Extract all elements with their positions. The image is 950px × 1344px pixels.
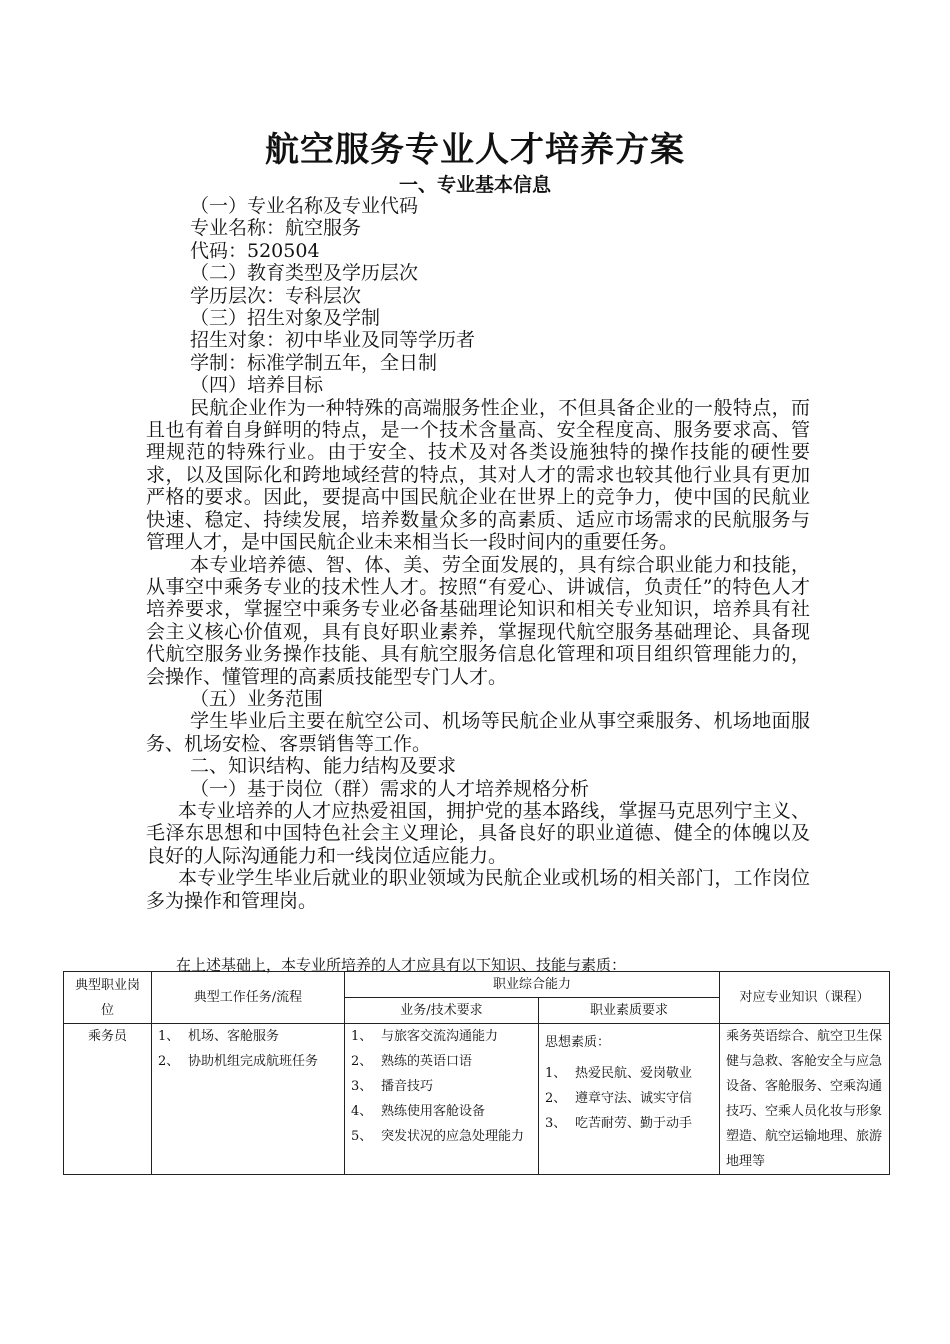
paragraph-career-field: 本专业学生毕业后就业的职业领域为民航企业或机场的相关部门，工作岗位多为操作和管理岗。 [146, 867, 810, 912]
cell-skills [345, 1024, 539, 1175]
section-heading-basic-info: 一、专业基本信息 [398, 174, 551, 196]
requirements-table [63, 971, 890, 1175]
header-quality: 职业素质要求 [539, 998, 720, 1024]
target-line: 招生对象：初中毕业及同等学历者 [190, 329, 476, 352]
subheading-spec-analysis: （一）基于岗位（群）需求的人才培养规格分析 [190, 777, 590, 800]
table-intro: 在上述基础上，本专业所培养的人才应具有以下知识、技能与素质： [176, 956, 627, 974]
header-tasks: 典型工作任务/流程 [152, 972, 345, 1024]
paragraph-business-scope: 学生毕业后主要在航空公司、机场等民航企业从事空乘服务、机场地面服务、机场安检、客票销售等工作。 [146, 710, 810, 755]
quality-item: 3、 吃苦耐劳、勤于动手 [545, 1116, 693, 1131]
subheading-goals: （四）培养目标 [190, 374, 324, 397]
section-heading-knowledge: 二、知识结构、能力结构及要求 [190, 755, 457, 778]
header-skills: 业务/技术要求 [345, 998, 539, 1024]
skill-item: 2、 熟练的英语口语 [351, 1054, 473, 1069]
cell-post: 乘务员 [64, 1024, 152, 1175]
cell-quality [539, 1024, 720, 1175]
cell-tasks [152, 1024, 345, 1175]
header-ability: 职业综合能力 [345, 972, 720, 998]
subheading-education-type: （二）教育类型及学历层次 [190, 262, 419, 285]
paragraph-industry: 民航企业作为一种特殊的高端服务性企业，不但具备企业的一般特点，而且也有着自身鲜明的特点，是一个技术含量高、安全程度高、服务要求高、管理规范的特殊行业。由于安全、技术及对各类设施独特的操作技能的硬性要求，以及国际化和跨地域经营的特点，其对人才的需求也较其他行业具有更加严格的要求。因此，要提高中国民航企业在世界上的竞争力，使中国的民航业快速、稳定、持续发展，培养数量众多的高素质、适应市场需求的民航服务与管理人才，是中国民航企业未来相当长一段时间内的重要任务。 [146, 396, 810, 554]
table-row [64, 1024, 890, 1175]
task-item: 1、 机场、客舱服务 [158, 1029, 280, 1044]
code-line: 代码：520504 [190, 239, 320, 262]
cell-knowledge: 乘务英语综合、航空卫生保健与急救、客舱安全与应急设备、客舱服务、空乘沟通技巧、空乘人员化妆与形象塑造、航空运输地理、旅游地理等 [720, 1024, 890, 1175]
subheading-business-scope: （五）业务范围 [190, 687, 324, 710]
duration-line: 学制：标准学制五年，全日制 [190, 351, 438, 374]
level-line: 学历层次：专科层次 [190, 284, 362, 307]
quality-item: 1、 热爱民航、爱岗敬业 [545, 1066, 693, 1081]
table-header-row [64, 972, 890, 998]
subheading-major-name-code: （一）专业名称及专业代码 [190, 195, 419, 217]
quality-item: 2、 遵章守法、诚实守信 [545, 1091, 693, 1106]
task-item: 2、 协助机组完成航班任务 [158, 1054, 319, 1069]
skill-item: 5、 突发状况的应急处理能力 [351, 1129, 525, 1144]
quality-title: 思想素质： [545, 1035, 611, 1050]
header-knowledge: 对应专业知识（课程） [720, 972, 890, 1024]
document-title: 航空服务专业人才培养方案 [265, 130, 685, 170]
subheading-enrollment: （三）招生对象及学制 [190, 307, 381, 330]
document-body [146, 195, 810, 912]
skill-item: 3、 播音技巧 [351, 1079, 434, 1094]
paragraph-requirements: 本专业培养的人才应热爱祖国，拥护党的基本路线，掌握马克思列宁主义、毛泽东思想和中国特色社会主义理论，具备良好的职业道德、健全的体魄以及良好的人际沟通能力和一线岗位适应能力。 [146, 799, 810, 867]
major-name-line: 专业名称：航空服务 [190, 217, 362, 240]
skill-item: 1、 与旅客交流沟通能力 [351, 1029, 499, 1044]
skill-item: 4、 熟练使用客舱设备 [351, 1104, 486, 1119]
header-post: 典型职业岗位 [64, 972, 152, 1024]
paragraph-training-goal: 本专业培养德、智、体、美、劳全面发展的，具有综合职业能力和技能，从事空中乘务专业的技术性人才。按照“有爱心、讲诚信，负责任”的特色人才培养要求，掌握空中乘务专业必备基础理论知识和相关专业知识，培养具有社会主义核心价值观，具有良好职业素养，掌握现代航空服务基础理论、具备现代航空服务业务操作技能、具有航空服务信息化管理和项目组织管理能力的，会操作、懂管理的高素质技能型专门人才。 [146, 553, 810, 688]
